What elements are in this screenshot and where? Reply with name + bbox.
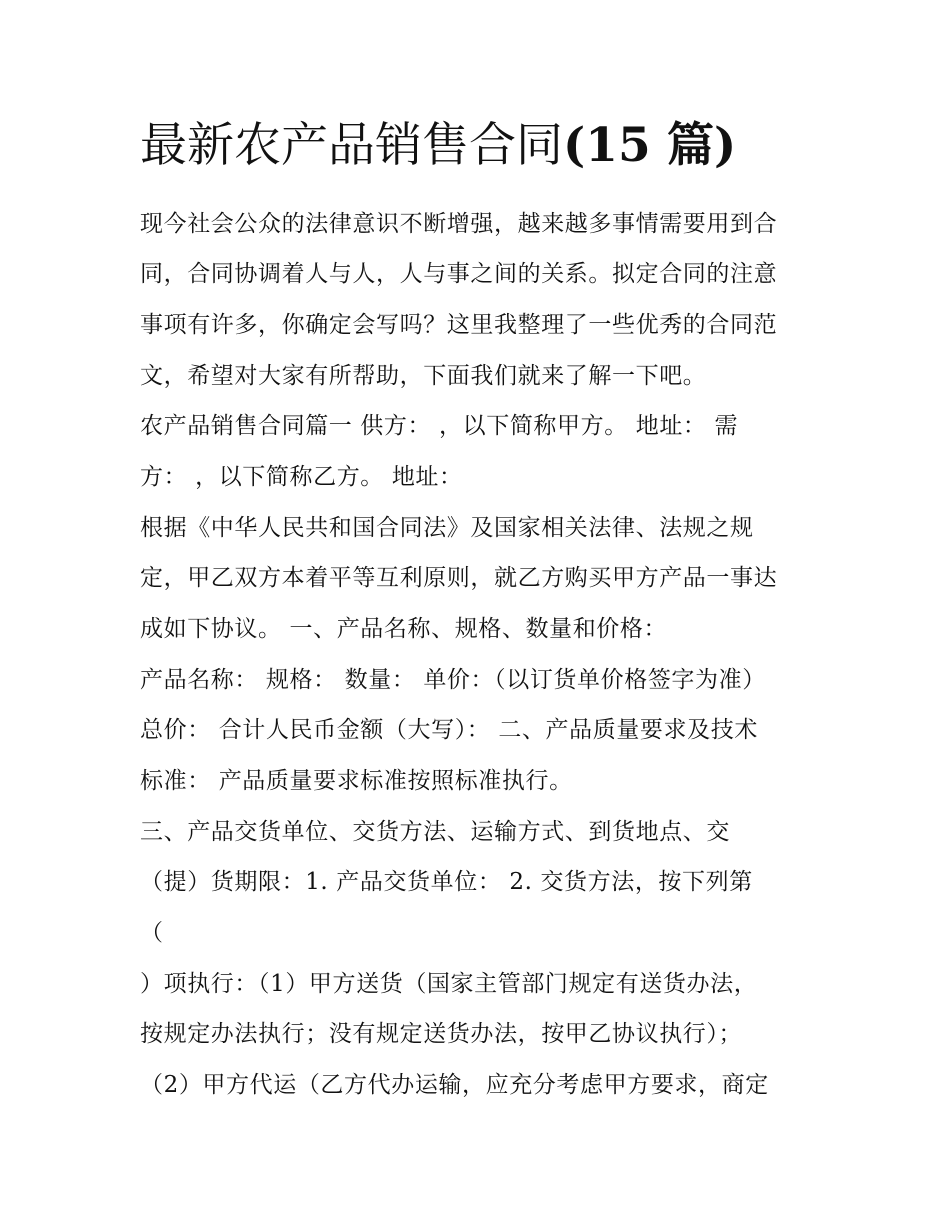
body-line: 按规定办法执行；没有规定送货办法，按甲乙协议执行）； bbox=[140, 1021, 743, 1047]
body-line: 三、产品交货单位、交货方法、运输方式、到货地点、交 bbox=[140, 819, 730, 845]
title-text: 最新农产品销售合同 bbox=[140, 118, 563, 173]
body-line: 成如下协议。 一、产品名称、规格、数量和价格： bbox=[140, 616, 668, 642]
body-line: ）项执行：（1）甲方送货（国家主管部门规定有送货办法， bbox=[140, 971, 758, 997]
body-line: 标准： 产品质量要求标准按照标准执行。 bbox=[140, 768, 573, 794]
body-line: 文，希望对大家有所帮助，下面我们就来了解一下吧。 bbox=[140, 363, 707, 389]
body-line: 同，合同协调着人与人，人与事之间的关系。拟定合同的注意 bbox=[140, 261, 778, 287]
body-line: 产品名称： 规格： 数量： 单价：（以订货单价格签字为准） bbox=[140, 667, 766, 693]
body-line: （ bbox=[140, 920, 164, 946]
title-count: (15 篇) bbox=[563, 118, 737, 173]
body-line: 方： ，以下简称乙方。 地址： bbox=[140, 464, 463, 490]
document-title bbox=[140, 116, 736, 176]
body-line: 事项有许多，你确定会写吗？这里我整理了一些优秀的合同范 bbox=[140, 312, 778, 338]
body-line: 定，甲乙双方本着平等互利原则，就乙方购买甲方产品一事达 bbox=[140, 565, 778, 591]
body-line: 现今社会公众的法律意识不断增强，越来越多事情需要用到合 bbox=[140, 211, 778, 237]
body-line: 根据《中华人民共和国合同法》及国家相关法律、法规之规 bbox=[140, 515, 754, 541]
body-line: （2）甲方代运（乙方代办运输，应充分考虑甲方要求，商定 bbox=[140, 1072, 769, 1098]
body-line: 农产品销售合同篇一 供方： ，以下简称甲方。 地址： 需 bbox=[140, 413, 739, 439]
body-line: （提）货期限：1. 产品交货单位： 2. 交货方法，按下列第 bbox=[140, 869, 753, 895]
body-line: 总价： 合计人民币金额（大写）： 二、产品质量要求及技术 bbox=[140, 717, 758, 743]
